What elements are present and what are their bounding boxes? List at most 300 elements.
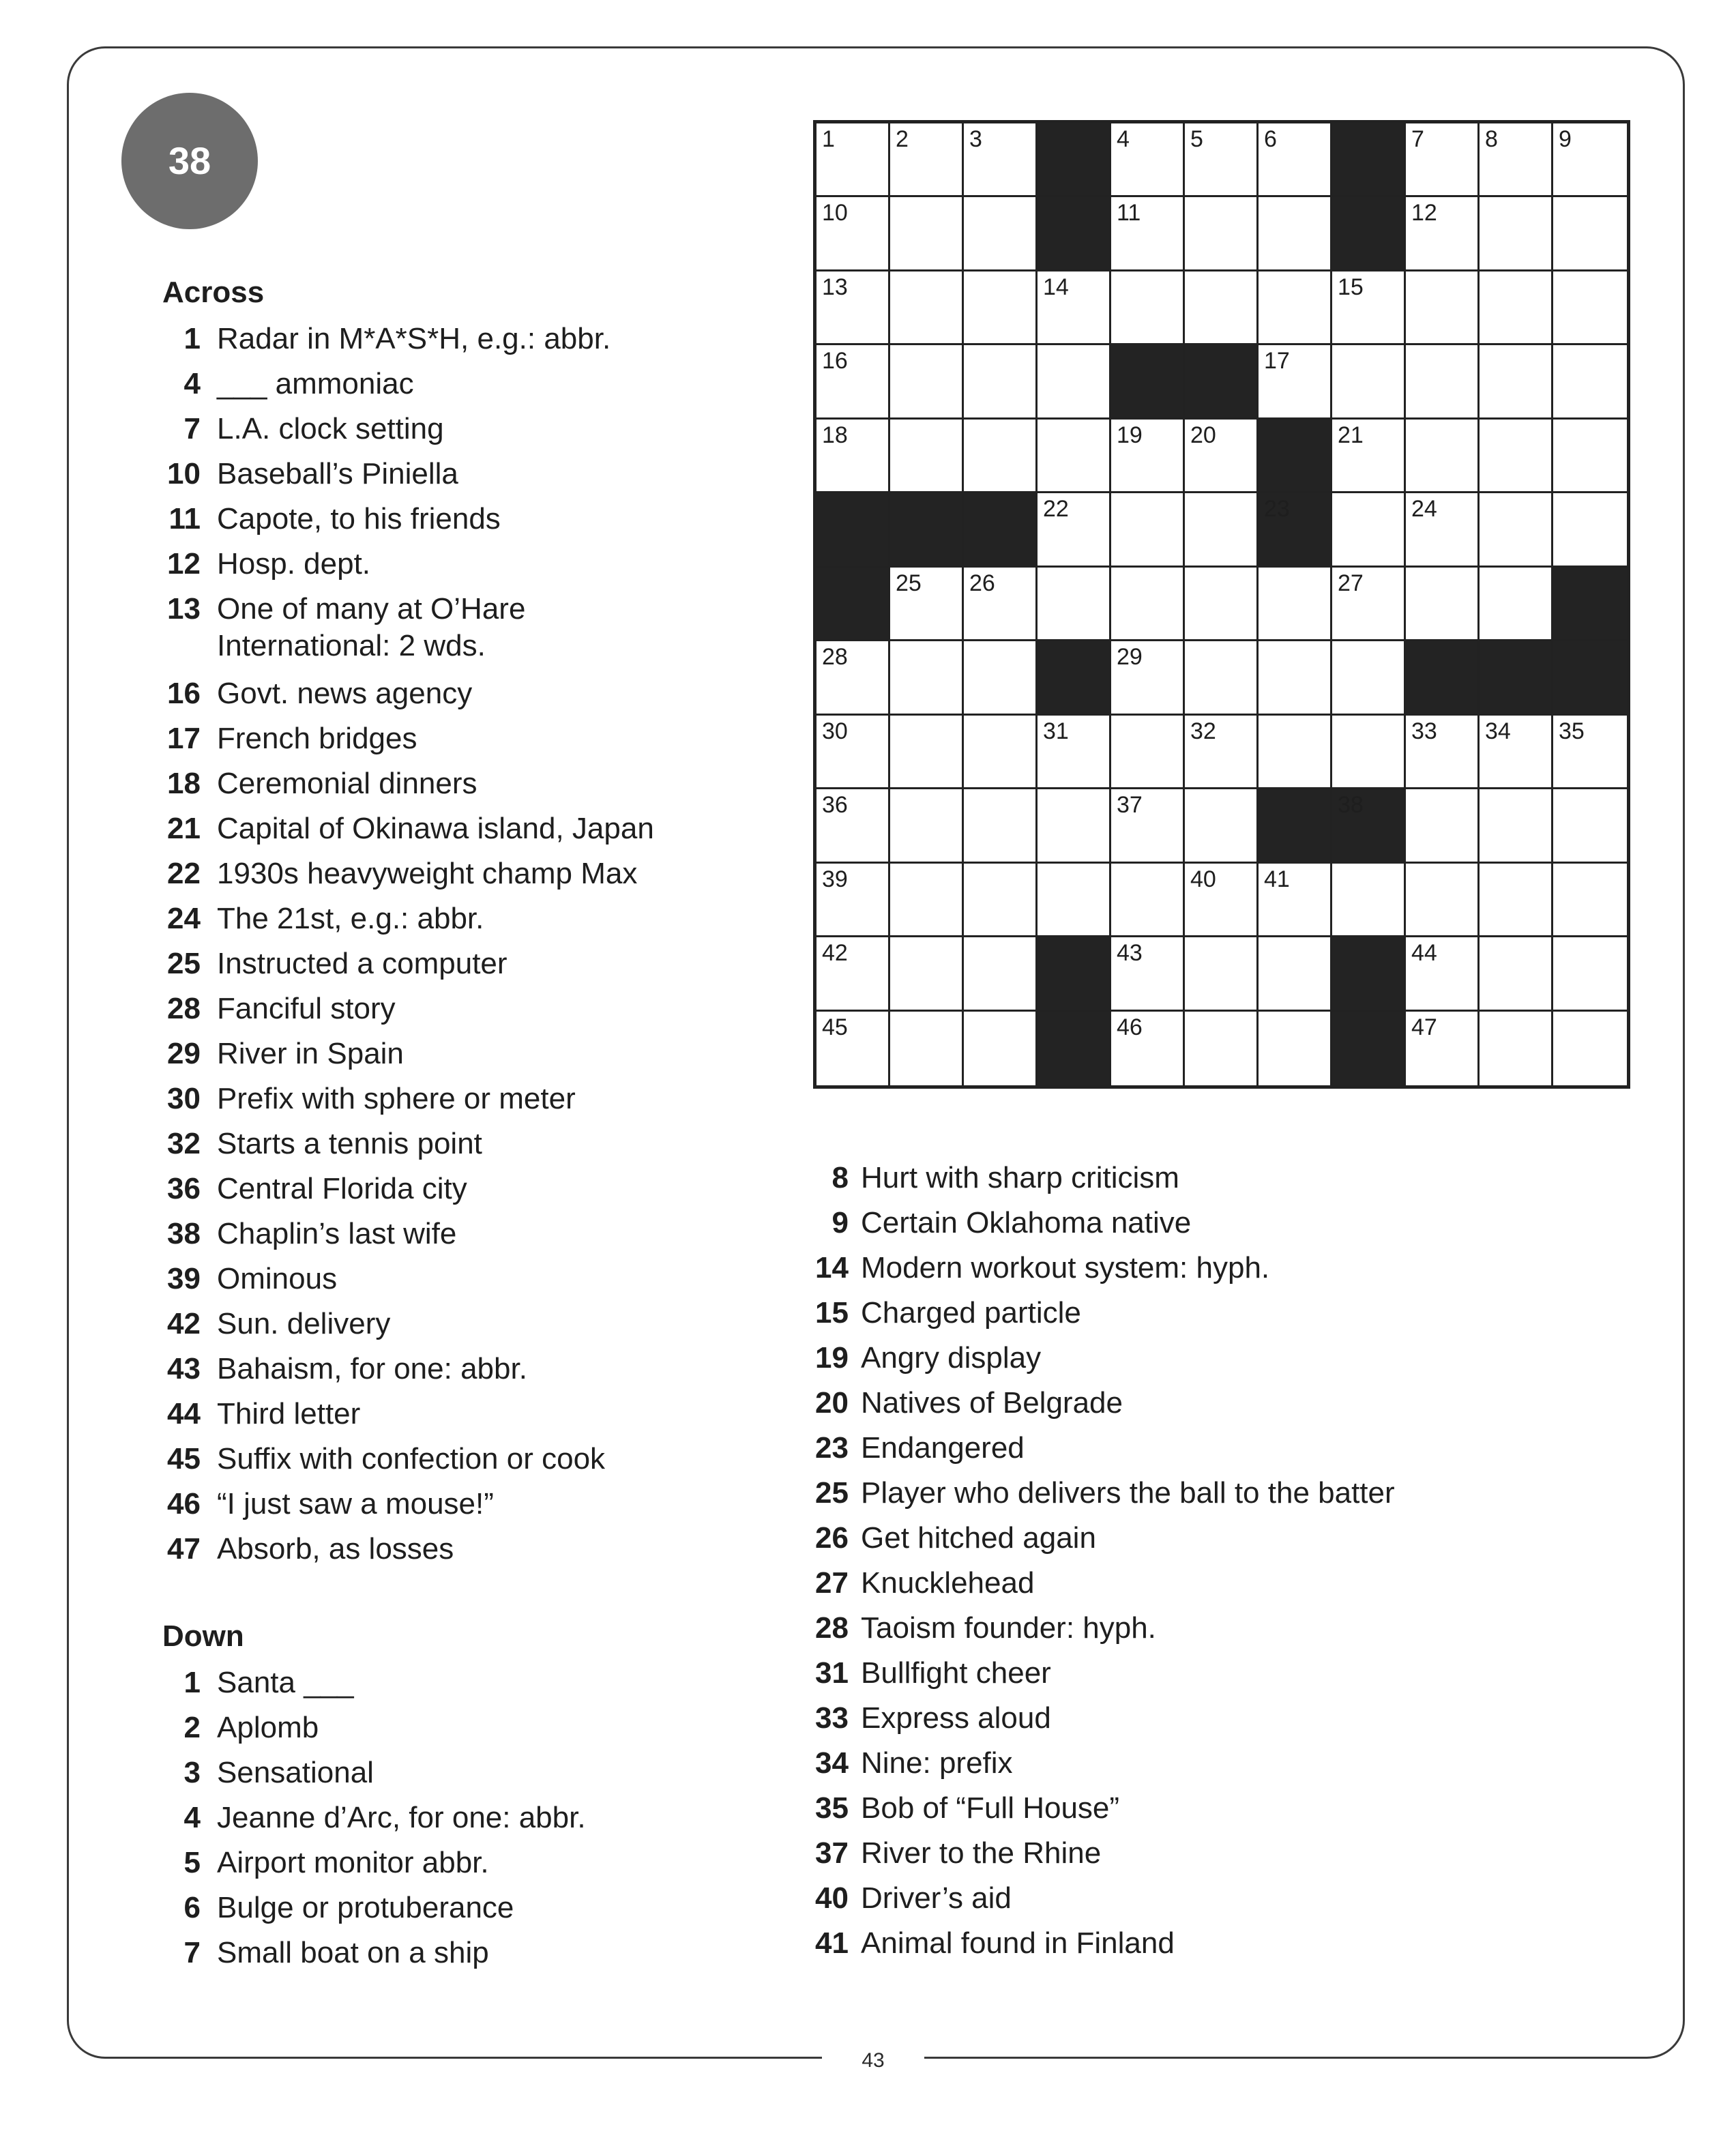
grid-cell[interactable] (1553, 197, 1627, 271)
clue-text: Sun. delivery (217, 1307, 391, 1340)
clue-number: 12 (167, 547, 201, 581)
clue-text: Capital of Okinawa island, Japan (217, 812, 654, 845)
clue-number: 38 (167, 1217, 201, 1250)
cell-number: 37 (1117, 792, 1143, 819)
grid-cell[interactable] (890, 420, 964, 493)
grid-cell[interactable] (1406, 197, 1480, 271)
cell-number: 40 (1190, 866, 1216, 892)
grid-cell[interactable] (964, 864, 1038, 937)
cell-number: 44 (1411, 940, 1437, 967)
grid-block (1332, 197, 1406, 271)
grid-block (1553, 641, 1627, 715)
grid-cell[interactable] (1406, 123, 1480, 197)
cell-number: 38 (1338, 792, 1364, 819)
clue-number: 15 (815, 1296, 849, 1330)
grid-cell[interactable] (964, 568, 1038, 641)
grid-cell[interactable] (1332, 271, 1406, 345)
cell-number: 41 (1264, 866, 1290, 892)
across-title: Across (162, 276, 265, 309)
grid-block (1038, 937, 1111, 1011)
grid-cell[interactable] (1185, 716, 1259, 789)
cell-number: 43 (1117, 940, 1143, 967)
clue-text: Prefix with sphere or meter (217, 1082, 576, 1115)
clue-text: ___ ammoniac (217, 367, 414, 400)
grid-cell[interactable] (1553, 937, 1627, 1011)
clue-text: Sensational (217, 1756, 374, 1789)
cell-number: 26 (969, 570, 995, 596)
grid-cell[interactable] (890, 716, 964, 789)
cell-number: 24 (1411, 496, 1437, 523)
clue-number: 21 (167, 812, 201, 845)
grid-cell[interactable] (1406, 716, 1480, 789)
cell-number: 46 (1117, 1014, 1143, 1040)
grid-block (1038, 641, 1111, 715)
cell-number: 12 (1411, 200, 1437, 226)
grid-cell[interactable] (1038, 420, 1111, 493)
grid-cell[interactable] (1259, 716, 1332, 789)
clue-text: Charged particle (861, 1296, 1081, 1330)
grid-cell[interactable] (1038, 493, 1111, 567)
cell-number: 7 (1411, 126, 1424, 152)
clue-text: 1930s heavyweight champ Max (217, 857, 638, 890)
grid-cell[interactable] (890, 937, 964, 1011)
grid-cell[interactable] (964, 716, 1038, 789)
clue-text: Fanciful story (217, 992, 396, 1025)
clue-text: Bahaism, for one: abbr. (217, 1352, 527, 1385)
grid-cell[interactable] (1185, 641, 1259, 715)
clue-number: 45 (167, 1442, 201, 1475)
cell-number: 15 (1338, 274, 1364, 300)
grid-cell[interactable] (1553, 345, 1627, 419)
grid-cell[interactable] (1259, 197, 1332, 271)
clue-text: River to the Rhine (861, 1836, 1102, 1870)
grid-cell[interactable] (1038, 864, 1111, 937)
clue-number: 29 (167, 1037, 201, 1070)
cell-number: 18 (822, 422, 848, 448)
grid-cell[interactable] (1111, 1012, 1185, 1085)
cell-number: 1 (822, 126, 835, 152)
grid-cell[interactable] (964, 197, 1038, 271)
clue-number: 25 (815, 1476, 849, 1510)
grid-cell[interactable] (1480, 864, 1553, 937)
grid-cell[interactable] (1111, 123, 1185, 197)
clue-text: Angry display (861, 1341, 1042, 1375)
clue-text: The 21st, e.g.: abbr. (217, 902, 484, 935)
cell-number: 14 (1043, 274, 1069, 300)
clue-text: Radar in M*A*S*H, e.g.: abbr. (217, 322, 611, 355)
clue-number: 8 (832, 1161, 849, 1194)
grid-cell[interactable] (1259, 937, 1332, 1011)
clue-text: Driver’s aid (861, 1881, 1012, 1915)
clue-number: 32 (167, 1127, 201, 1160)
grid-cell[interactable] (816, 789, 890, 863)
clue-number: 7 (183, 412, 201, 445)
clue-number: 30 (167, 1082, 201, 1115)
grid-cell[interactable] (816, 937, 890, 1011)
clue-number: 18 (167, 767, 201, 800)
grid-cell[interactable] (1406, 864, 1480, 937)
clue-text: Airport monitor abbr. (217, 1846, 489, 1879)
grid-cell[interactable] (1480, 1012, 1553, 1085)
grid-cell[interactable] (1480, 937, 1553, 1011)
clue-text: Capote, to his friends (217, 502, 501, 535)
clue-text: Suffix with confection or cook (217, 1442, 606, 1475)
clue-text: Ceremonial dinners (217, 767, 477, 800)
cell-number: 34 (1485, 718, 1511, 744)
clue-text: Modern workout system: hyph. (861, 1251, 1270, 1284)
cell-number: 31 (1043, 718, 1069, 744)
clue-text: Govt. news agency (217, 677, 473, 710)
clue-text: L.A. clock setting (217, 412, 444, 445)
grid-cell[interactable] (816, 271, 890, 345)
grid-cell[interactable] (816, 345, 890, 419)
clue-number: 4 (183, 367, 201, 400)
clue-number: 28 (167, 992, 201, 1025)
grid-cell[interactable] (1553, 864, 1627, 937)
clue-number: 6 (183, 1891, 201, 1924)
grid-cell[interactable] (1111, 789, 1185, 863)
cell-number: 29 (1117, 644, 1143, 671)
clue-number: 7 (183, 1936, 201, 1969)
grid-cell[interactable] (1185, 197, 1259, 271)
grid-cell[interactable] (1259, 1012, 1332, 1085)
cell-number: 20 (1190, 422, 1216, 448)
grid-cell[interactable] (1038, 568, 1111, 641)
cell-number: 30 (822, 718, 848, 744)
grid-cell[interactable] (1406, 271, 1480, 345)
clue-text: Ominous (217, 1262, 338, 1295)
grid-block (1332, 123, 1406, 197)
cell-number: 11 (1117, 200, 1141, 226)
grid-block (1406, 641, 1480, 715)
grid-cell[interactable] (1406, 420, 1480, 493)
cell-number: 25 (896, 570, 922, 596)
clue-text: “I just saw a mouse!” (217, 1487, 494, 1521)
grid-cell[interactable] (1406, 937, 1480, 1011)
clue-number: 37 (815, 1836, 849, 1870)
grid-cell[interactable] (1185, 271, 1259, 345)
grid-block (890, 493, 964, 567)
cell-number: 23 (1264, 496, 1290, 523)
grid-cell[interactable] (890, 641, 964, 715)
grid-cell[interactable] (1553, 123, 1627, 197)
grid-block (1480, 641, 1553, 715)
clue-number: 24 (167, 902, 201, 935)
grid-cell[interactable] (890, 197, 964, 271)
clue-text: Starts a tennis point (217, 1127, 482, 1160)
clue-number: 46 (167, 1487, 201, 1521)
clue-number: 33 (815, 1701, 849, 1735)
clue-text: Animal found in Finland (861, 1926, 1175, 1960)
clue-number: 23 (815, 1431, 849, 1465)
clue-text: Third letter (217, 1397, 361, 1430)
grid-cell[interactable] (1332, 345, 1406, 419)
clue-number: 20 (815, 1386, 849, 1420)
clue-text: Nine: prefix (861, 1746, 1013, 1780)
clue-text: Jeanne d’Arc, for one: abbr. (217, 1801, 586, 1834)
grid-cell[interactable] (1111, 937, 1185, 1011)
cell-number: 35 (1559, 718, 1585, 744)
clue-text: Player who delivers the ball to the batter (861, 1476, 1395, 1510)
clue-text: Certain Oklahoma native (861, 1206, 1192, 1239)
grid-block (1259, 420, 1332, 493)
clue-number: 9 (832, 1206, 849, 1239)
grid-cell[interactable] (964, 345, 1038, 419)
grid-cell[interactable] (1111, 568, 1185, 641)
grid-cell[interactable] (816, 716, 890, 789)
grid-block (1553, 568, 1627, 641)
grid-cell[interactable] (816, 641, 890, 715)
clue-number: 43 (167, 1352, 201, 1385)
grid-cell[interactable] (1185, 937, 1259, 1011)
cell-number: 13 (822, 274, 848, 300)
grid-cell[interactable] (964, 789, 1038, 863)
clue-text: One of many at O’Hare International: 2 wds. (217, 592, 526, 662)
cell-number: 47 (1411, 1014, 1437, 1040)
grid-cell[interactable] (1185, 789, 1259, 863)
grid-cell[interactable] (1480, 420, 1553, 493)
grid-cell[interactable] (1553, 420, 1627, 493)
clue-number: 25 (167, 947, 201, 980)
puzzle-number-badge: 38 (121, 93, 258, 229)
grid-cell[interactable] (1406, 493, 1480, 567)
cell-number: 8 (1485, 126, 1498, 152)
clue-number: 5 (183, 1846, 201, 1879)
cell-number: 6 (1264, 126, 1277, 152)
grid-cell[interactable] (964, 271, 1038, 345)
grid-cell[interactable] (816, 420, 890, 493)
clue-number: 26 (815, 1521, 849, 1555)
grid-cell[interactable] (1259, 271, 1332, 345)
grid-cell[interactable] (1553, 271, 1627, 345)
grid-cell[interactable] (1111, 420, 1185, 493)
grid-cell[interactable] (1259, 345, 1332, 419)
clue-number: 39 (167, 1262, 201, 1295)
cell-number: 27 (1338, 570, 1364, 596)
grid-cell[interactable] (1185, 1012, 1259, 1085)
grid-cell[interactable] (1480, 271, 1553, 345)
grid-cell[interactable] (1406, 789, 1480, 863)
clue-text: Natives of Belgrade (861, 1386, 1123, 1420)
grid-cell[interactable] (964, 420, 1038, 493)
clue-number: 41 (815, 1926, 849, 1960)
clue-number: 3 (183, 1756, 201, 1789)
clue-number: 40 (815, 1881, 849, 1915)
page-number: 43 (862, 2049, 885, 2072)
clue-text: Bob of “Full House” (861, 1791, 1120, 1825)
clue-text: Bulge or protuberance (217, 1891, 514, 1924)
grid-block (1332, 789, 1406, 863)
cell-number: 36 (822, 792, 848, 819)
grid-cell[interactable] (964, 641, 1038, 715)
grid-cells (816, 123, 1627, 1085)
clue-text: Endangered (861, 1431, 1025, 1465)
grid-cell[interactable] (1111, 864, 1185, 937)
clue-text: Knucklehead (861, 1566, 1035, 1600)
grid-cell[interactable] (1038, 716, 1111, 789)
clue-number: 11 (168, 502, 201, 535)
cell-number: 2 (896, 126, 909, 152)
grid-cell[interactable] (1553, 1012, 1627, 1085)
grid-cell[interactable] (890, 271, 964, 345)
clue-text: Chaplin’s last wife (217, 1217, 457, 1250)
clue-number: 34 (815, 1746, 849, 1780)
grid-cell[interactable] (816, 123, 890, 197)
cell-number: 5 (1190, 126, 1203, 152)
grid-block (1259, 493, 1332, 567)
grid-cell[interactable] (1259, 123, 1332, 197)
clue-number: 2 (183, 1711, 201, 1744)
cell-number: 9 (1559, 126, 1572, 152)
cell-number: 39 (822, 866, 848, 892)
clue-number: 16 (167, 677, 201, 710)
clue-text: Absorb, as losses (217, 1532, 454, 1566)
grid-cell[interactable] (1111, 271, 1185, 345)
grid-block (816, 568, 890, 641)
grid-block (816, 493, 890, 567)
cell-number: 45 (822, 1014, 848, 1040)
clue-number: 47 (167, 1532, 201, 1566)
grid-cell[interactable] (964, 123, 1038, 197)
clue-number: 13 (167, 592, 201, 626)
clue-number: 27 (815, 1566, 849, 1600)
grid-block (1038, 1012, 1111, 1085)
clue-text: Bullfight cheer (861, 1656, 1051, 1690)
grid-cell[interactable] (1111, 197, 1185, 271)
grid-cell[interactable] (1111, 716, 1185, 789)
cell-number: 33 (1411, 718, 1437, 744)
clue-number: 19 (815, 1341, 849, 1375)
grid-cell[interactable] (1553, 493, 1627, 567)
grid-block (1332, 937, 1406, 1011)
clue-text: Baseball’s Piniella (217, 457, 458, 490)
grid-cell[interactable] (1111, 493, 1185, 567)
grid-cell[interactable] (1259, 641, 1332, 715)
clue-text: Aplomb (217, 1711, 319, 1744)
clue-number: 36 (167, 1172, 201, 1205)
grid-cell[interactable] (1553, 789, 1627, 863)
grid-cell[interactable] (1480, 197, 1553, 271)
grid-cell[interactable] (1480, 493, 1553, 567)
grid-cell[interactable] (1332, 420, 1406, 493)
grid-block (1259, 789, 1332, 863)
grid-cell[interactable] (890, 1012, 964, 1085)
grid-cell[interactable] (890, 345, 964, 419)
grid-cell[interactable] (890, 789, 964, 863)
clue-text: Express aloud (861, 1701, 1051, 1735)
clue-text: French bridges (217, 722, 417, 755)
grid-block (964, 493, 1038, 567)
grid-cell[interactable] (1185, 568, 1259, 641)
grid-cell[interactable] (1332, 568, 1406, 641)
clue-text: Central Florida city (217, 1172, 467, 1205)
grid-cell[interactable] (1406, 568, 1480, 641)
clue-text: Hosp. dept. (217, 547, 371, 581)
grid-cell[interactable] (1332, 493, 1406, 567)
grid-cell[interactable] (1038, 789, 1111, 863)
grid-cell[interactable] (1480, 789, 1553, 863)
cell-number: 17 (1264, 348, 1290, 375)
grid-cell[interactable] (1259, 568, 1332, 641)
clue-number: 44 (167, 1397, 201, 1430)
clue-text: River in Spain (217, 1037, 404, 1070)
cell-number: 21 (1338, 422, 1364, 448)
grid-block (1038, 123, 1111, 197)
grid-cell[interactable] (1332, 716, 1406, 789)
clue-text: Get hitched again (861, 1521, 1096, 1555)
cell-number: 42 (822, 940, 848, 967)
clue-number: 10 (167, 457, 201, 490)
cell-number: 32 (1190, 718, 1216, 744)
grid-block (1111, 345, 1185, 419)
grid-cell[interactable] (890, 864, 964, 937)
cell-number: 16 (822, 348, 848, 375)
clue-number: 28 (815, 1611, 849, 1645)
cell-number: 3 (969, 126, 982, 152)
clue-number: 42 (167, 1307, 201, 1340)
cell-number: 28 (822, 644, 848, 671)
grid-cell[interactable] (1406, 345, 1480, 419)
clue-number: 17 (167, 722, 201, 755)
clue-number: 1 (183, 1666, 201, 1699)
grid-cell[interactable] (1185, 420, 1259, 493)
grid-cell[interactable] (1185, 123, 1259, 197)
grid-cell[interactable] (1480, 716, 1553, 789)
crossword-grid (813, 120, 1630, 1089)
grid-block (1038, 197, 1111, 271)
grid-block (1332, 1012, 1406, 1085)
cell-number: 22 (1043, 496, 1069, 523)
grid-cell[interactable] (1332, 641, 1406, 715)
clue-text: Hurt with sharp criticism (861, 1161, 1179, 1194)
grid-cell[interactable] (964, 937, 1038, 1011)
clue-number: 14 (815, 1251, 849, 1284)
grid-cell[interactable] (1185, 864, 1259, 937)
clue-number: 22 (167, 857, 201, 890)
grid-cell[interactable] (1038, 271, 1111, 345)
cell-number: 4 (1117, 126, 1130, 152)
grid-cell[interactable] (964, 1012, 1038, 1085)
cell-number: 19 (1117, 422, 1143, 448)
grid-cell[interactable] (1332, 864, 1406, 937)
grid-cell[interactable] (816, 1012, 890, 1085)
grid-block (1185, 345, 1259, 419)
clue-text: Santa ___ (217, 1666, 354, 1699)
clue-number: 4 (183, 1801, 201, 1834)
grid-cell[interactable] (890, 568, 964, 641)
grid-cell[interactable] (1406, 1012, 1480, 1085)
clue-number: 35 (815, 1791, 849, 1825)
clue-text: Small boat on a ship (217, 1936, 489, 1969)
grid-cell[interactable] (1480, 123, 1553, 197)
grid-cell[interactable] (816, 864, 890, 937)
grid-cell[interactable] (890, 123, 964, 197)
grid-cell[interactable] (1480, 568, 1553, 641)
grid-cell[interactable] (1185, 493, 1259, 567)
grid-cell[interactable] (1259, 864, 1332, 937)
clue-number: 31 (815, 1656, 849, 1690)
clue-text: Taoism founder: hyph. (861, 1611, 1156, 1645)
grid-cell[interactable] (816, 197, 890, 271)
grid-cell[interactable] (1480, 345, 1553, 419)
clue-text: Instructed a computer (217, 947, 507, 980)
cell-number: 10 (822, 200, 848, 226)
grid-cell[interactable] (1038, 345, 1111, 419)
grid-cell[interactable] (1111, 641, 1185, 715)
clue-number: 1 (183, 322, 201, 355)
grid-cell[interactable] (1553, 716, 1627, 789)
down-title: Down (162, 1619, 244, 1653)
